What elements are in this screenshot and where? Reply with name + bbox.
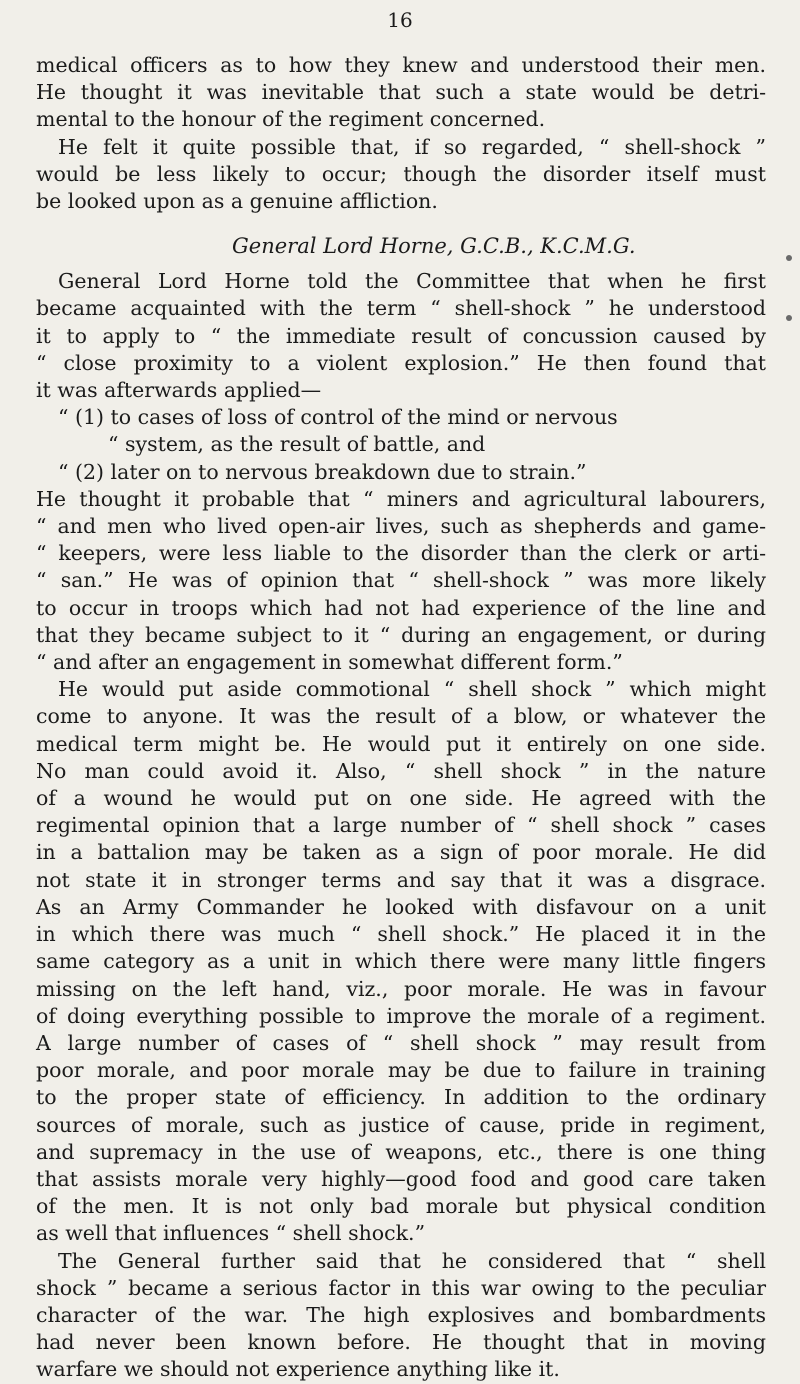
text-line: shock ” became a serious factor in this war owing to the peculiar (36, 1275, 766, 1300)
text-line: as well that influences “ shell shock.” (36, 1221, 426, 1246)
margin-speck (786, 315, 792, 321)
text-line: missing on the left hand, viz., poor morale. He was in favour (36, 976, 766, 1001)
text-line: became acquainted with the term “ shell-shock ” he understood (36, 296, 766, 321)
text-line: He thought it was inevitable that such a state would be detri- (36, 80, 766, 105)
text-line: As an Army Commander he looked with disfavour on a unit (36, 894, 766, 919)
text-line: of a wound he would put on one side. He agreed with the (36, 786, 766, 811)
text-line: No man could avoid it. Also, “ shell shock ” in the nature (36, 758, 766, 783)
text-line: to the proper state of efficiency. In addition to the ordinary (36, 1085, 766, 1110)
text-line: that assists morale very highly—good food and good care taken (36, 1166, 766, 1191)
text-line: same category as a unit in which there were many little fingers (36, 949, 766, 974)
page-number: 16 (387, 8, 413, 32)
text-line: “ keepers, were less liable to the disorder than the clerk or arti- (36, 541, 766, 566)
text-line: be looked upon as a genuine affliction. (36, 189, 438, 214)
text-line: in a battalion may be taken as a sign of poor morale. He did (36, 840, 766, 865)
text-line: had never been known before. He thought that in moving (36, 1330, 766, 1355)
text-line: of the men. It is not only bad morale but physical condition (36, 1194, 766, 1219)
paragraph-4 (36, 486, 766, 676)
quote-line: “ (1) to cases of loss of control of the mind or nervous (58, 405, 618, 430)
text-line: “ and after an engagement in somewhat different form.” (36, 650, 623, 675)
text-line: it to apply to “ the immediate result of concussion caused by (36, 323, 766, 348)
text-line: General Lord Horne told the Committee that when he first (58, 269, 766, 294)
text-line: He thought it probable that “ miners and agricultural labourers, (36, 486, 766, 511)
block-quote (36, 404, 766, 486)
body-text (36, 52, 766, 1384)
paragraph-2 (36, 134, 766, 216)
text-line: He would put aside commotional “ shell shock ” which might (58, 677, 766, 702)
paragraph-5 (36, 676, 766, 1247)
text-line: in which there was much “ shell shock.” He placed it in the (36, 922, 766, 947)
margin-speck (786, 255, 792, 261)
text-line: medical term might be. He would put it entirely on one side. (36, 731, 766, 756)
text-line: mental to the honour of the regiment concerned. (36, 107, 546, 132)
text-line: to occur in troops which had not had experience of the line and (36, 595, 766, 620)
paragraph-6 (36, 1248, 766, 1384)
text-line: of doing everything possible to improve the morale of a regiment. (36, 1003, 766, 1028)
text-line: character of the war. The high explosives and bombardments (36, 1302, 766, 1327)
text-line: come to anyone. It was the result of a blow, or whatever the (36, 704, 766, 729)
text-line: and supremacy in the use of weapons, etc., there is one thing (36, 1139, 766, 1164)
text-line: regimental opinion that a large number of “ shell shock ” cases (36, 813, 766, 838)
text-line: “ and men who lived open-air lives, such as shepherds and game- (36, 514, 766, 539)
text-line: it was afterwards applied— (36, 378, 322, 403)
quote-line: “ (2) later on to nervous breakdown due to strain.” (58, 459, 587, 484)
text-line: that they became subject to it “ during an engagement, or during (36, 622, 766, 647)
text-line: A large number of cases of “ shell shock ” may result from (36, 1030, 766, 1055)
text-line: not state it in stronger terms and say that it was a disgrace. (36, 867, 766, 892)
text-line: medical officers as to how they knew and understood their men. (36, 53, 766, 77)
paragraph-1 (36, 52, 766, 134)
text-line: He felt it quite possible that, if so regarded, “ shell-shock ” (58, 134, 766, 159)
text-line: “ close proximity to a violent explosion.” He then found that (36, 350, 766, 375)
text-line: poor morale, and poor morale may be due to failure in training (36, 1058, 766, 1083)
text-line: sources of morale, such as justice of cause, pride in regiment, (36, 1112, 766, 1137)
quote-line: “ system, as the result of battle, and (108, 432, 486, 457)
text-line: warfare we should not experience anything like it. (36, 1357, 560, 1382)
text-line: would be less likely to occur; though the disorder itself must (36, 161, 766, 186)
section-heading: General Lord Horne, G.C.B., K.C.M.G. (232, 234, 636, 259)
text-line: “ san.” He was of opinion that “ shell-shock ” was more likely (36, 568, 766, 593)
paragraph-3 (36, 268, 766, 404)
text-line: The General further said that he considered that “ shell (58, 1248, 766, 1273)
